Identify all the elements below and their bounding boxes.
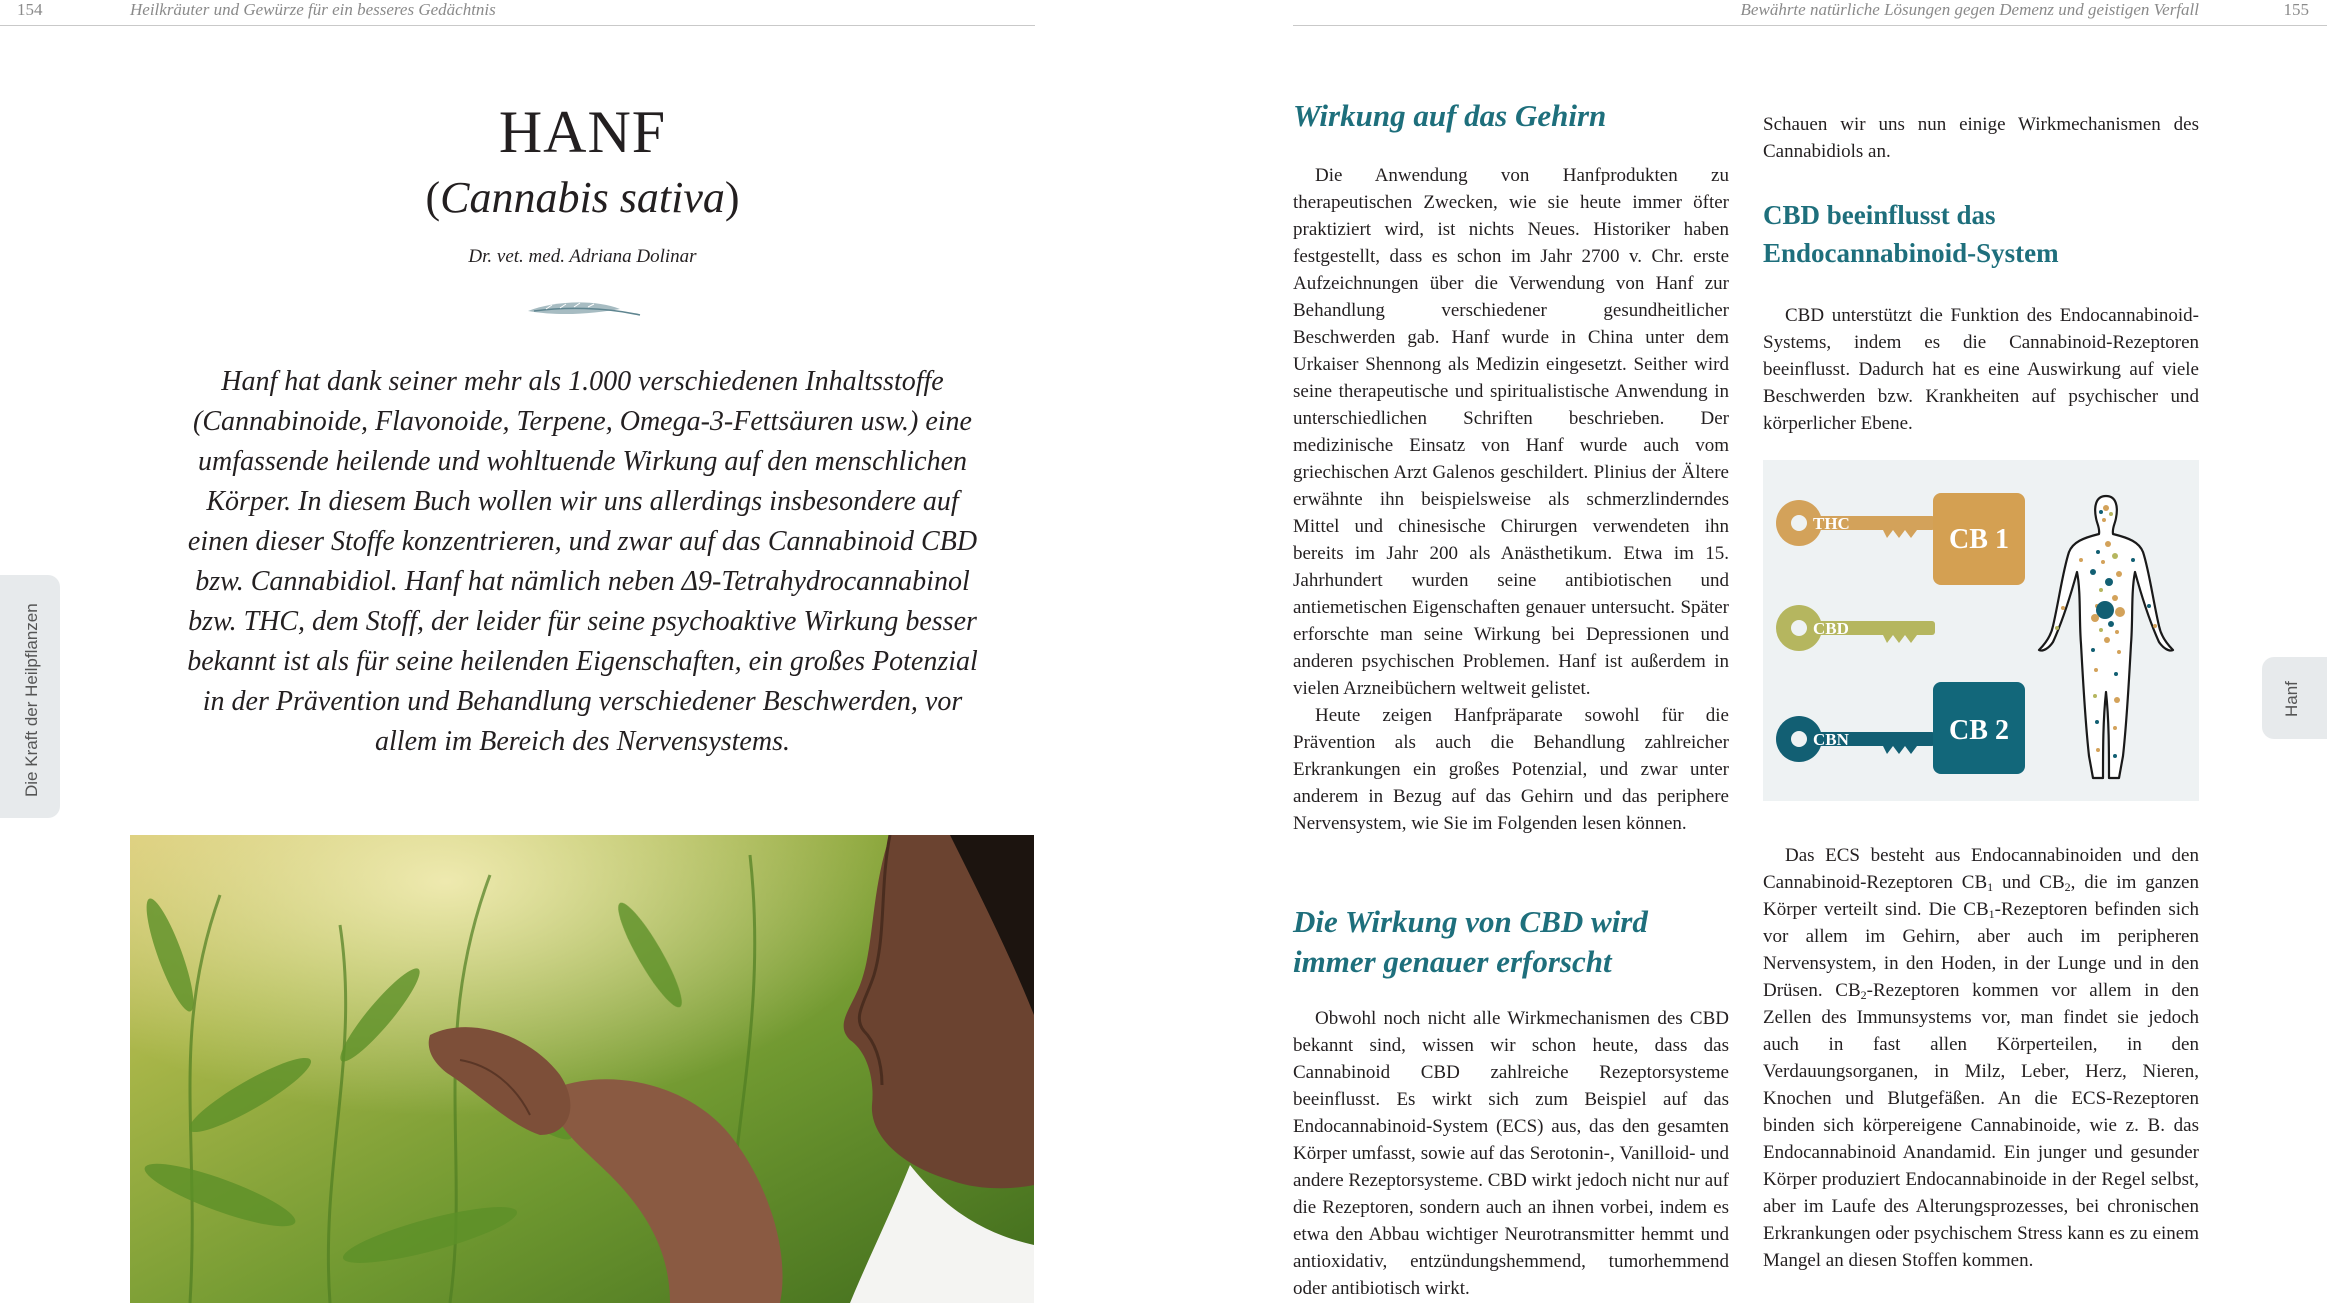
column2-body-bottom [1763,842,2199,1274]
column1-body-bottom [1293,1005,1729,1302]
right-running-title: Bewährte natürliche Lösungen gegen Demenz und geistigen Verfall [1740,0,2199,19]
left-thumb-tab-label: Die Kraft der Heilpflanzen [22,603,41,797]
left-running-title: Heilkräuter und Gewürze für ein besseres Gedächtnis [130,0,496,19]
column1-paragraph-2: Heute zeigen Hanfpräparate sowohl für die Prävention als auch die Behandlung zahlreicher Erkrankungen ein großes Potenzial, und zwar unter anderem in Bezug auf das Gehirn und das periphere Nervensystem, wie Sie im Folgenden lesen können. [1293,705,1729,834]
left-page-number: 154 [17,0,43,19]
cbd-key-label: CBD [1813,619,1849,638]
thc-key-label: THC [1813,514,1850,533]
column2-paragraph-top: Schauen wir uns nun einige Wirkmechanismen des Cannabidiols an. [1763,114,2199,162]
column2-body-mid [1763,302,2199,437]
latin-name: (Cannabis sativa) [425,173,740,222]
author-line: Dr. vet. med. Adriana Dolinar [468,246,697,267]
column2-paragraph-2: Das ECS besteht aus Endocannabinoiden und den Cannabinoid-Rezeptoren $CB_1$ und $CB_2$, die im ganzen Körper verteilt sind. Die $CB_1$-Rezeptoren befinden sich vor allem im Gehirn, aber auch im peripheren Nervensystem, in den Hoden, in der Lunge und in den Drüsen. $CB_2$-Rezeptoren kommen vor allem in den Zellen des Immunsystems vor, man findet sie jedoch auch in fast allen Körperteilen, in den Verdauungsorganen, in Milz, Leber, Herz, Nieren, Knochen und Blutgefäßen. An die ECS-Rezeptoren binden sich körpereigene Cannabinoide, wie z. B. das Endocannabinoid Anandamid. Ein junger und gesunder Körper produziert Endocannabinoide in der Regel selbst, aber im Laufe des Alterungsprozesses, bei chronischen Erkrankungen oder psychischem Stress kann es zu einem Mangel an diesen Stoffen kommen. [1763,845,2199,1271]
cb1-receptor-label: CB 1 [1949,524,2009,555]
left-thumb-tab [0,575,60,818]
left-header-rule [0,25,1035,26]
right-page-number: 155 [2283,0,2309,19]
intro-paragraph: Hanf hat dank seiner mehr als 1.000 verschiedenen Inhaltsstoffe (Cannabinoide, Flavonoide, Terpene, Omega-3-Fettsäuren usw.) eine umfassende heilende und wohltuende Wirkung auf den menschlichen Körper. In diesem Buch wollen wir uns allerdings insbesondere auf einen dieser Stoffe konzentrieren, und zwar auf das Cannabinoid CBD bzw. Cannabidiol. Hanf hat nämlich neben Δ9-Tetrahydrocannabinol bzw. THC, dem Stoff, der leider für seine psychoaktive Wirkung besser bekannt ist als für seine heilenden Eigenschaften, ein großes Potenzial in der Prävention und Behandlung verschiedener Beschwerden, vor allem im Bereich des Nervensystems. [187,366,978,757]
receptor-diagram [1763,460,2199,801]
column1-paragraph-1: Die Anwendung von Hanfprodukten zu therapeutischen Zwecken, wie sie heute immer öfter praktiziert wird, ist nichts Neues. Historiker haben festgestellt, dass es schon im Jahr 2700 v. Chr. erste Aufzeichnungen über die Verwendung von Hanf zur Behandlung verschiedener gesundheitlicher Beschwerden gab. Hanf wurde in China unter dem Urkaiser Shennong als Medizin eingesetzt. Seither wird seine therapeutische und spiritualistische Anwendung in unterschiedlichen Schriften beschrieben. Der medizinische Einsatz von Hanf wurde auch vom griechischen Arzt Galenos geschildert. Plinius der Ältere erwähnte ihn beispielsweise als schmerzlinderndes Mittel und chinesische Chirurgen verwendeten ihn bereits im Jahr 200 als Anästhetikum. Etwa im 15. Jahrhundert wurden seine antibiotischen und antiemetischen Eigenschaften genauer untersucht. Später erforschte man seine Wirkung bei Depressionen und anderen psychischen Problemen. Hanf ist außerdem in vielen Arzneibüchern weltweit gelistet. [1293,165,1729,699]
heading-cbd-ecs: CBD beeinflusst das Endocannabinoid-System [1763,200,2059,268]
column2-body-top [1763,111,2199,165]
column2-paragraph-1: CBD unterstützt die Funktion des Endocannabinoid-Systems, indem es die Cannabinoid-Rezeptoren beeinflusst. Dadurch hat es eine Auswirkung auf viele Beschwerden bzw. Krankheiten auf psychischer und körperlicher Ebene. [1763,305,2199,434]
heading-wirkung-cbd: Die Wirkung von CBD wird immer genauer erforscht [1293,904,1648,979]
right-thumb-tab-label: Hanf [2282,681,2301,717]
column1-paragraph-3: Obwohl noch nicht alle Wirkmechanismen des CBD bekannt sind, wissen wir schon heute, dass das Cannabinoid CBD zahlreiche Rezeptorsysteme beeinflusst. Es wirkt sich zum Beispiel auf das Endocannabinoid-System (ECS) aus, das den gesamten Körper umfasst, sowie auf das Serotonin-, Vanilloid- und andere Rezeptorsysteme. CBD wirkt jedoch nicht nur auf die Rezeptoren, sondern auch an ihnen vorbei, indem es etwa den Abbau wichtiger Neurotransmitter hemmt und antioxidativ, entzündungshemmend, tumorhemmend oder antibiotisch wirkt. [1293,1008,1729,1299]
cb2-receptor-label: CB 2 [1949,715,2009,746]
feather-ornament-icon [524,297,642,321]
article-title: HANF [498,99,667,165]
right-header-rule [1293,25,2327,26]
hemp-photo [130,835,1034,1303]
right-thumb-tab [2262,657,2327,739]
column1-body-top [1293,162,1729,837]
heading-wirkung-gehirn: Wirkung auf das Gehirn [1293,98,1607,133]
latin-name-italic: Cannabis sativa [440,173,725,222]
cbn-key-label: CBN [1813,730,1849,749]
